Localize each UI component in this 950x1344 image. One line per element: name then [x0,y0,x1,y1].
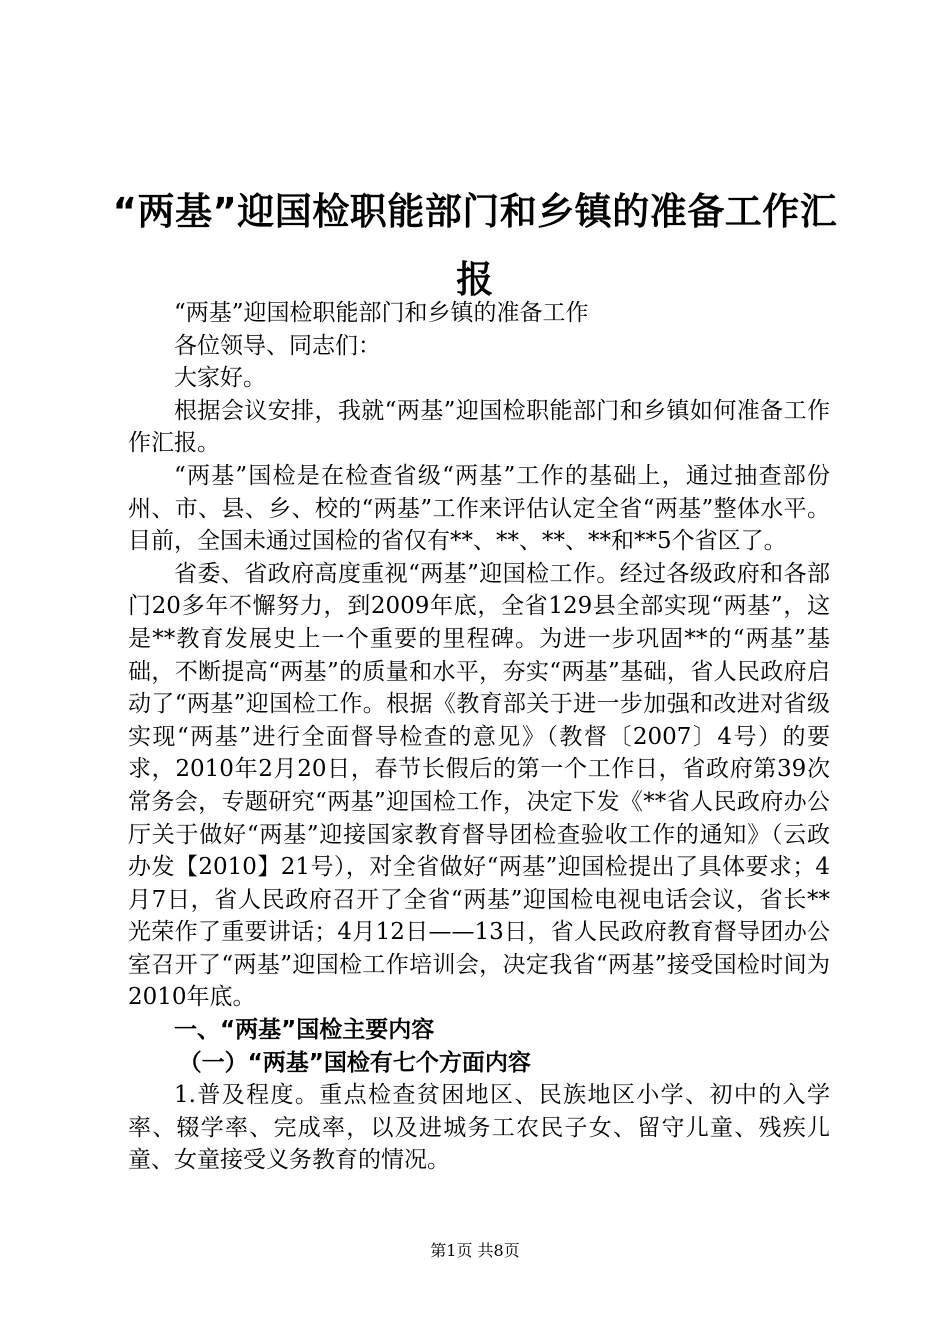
body-paragraph: “两基”国检是在检查省级“两基”工作的基础上，通过抽查部份州、市、县、乡、校的“两基”工作来评估认定全省“两基”整体水平。目前，全国未通过国检的省仅有**、**、**、**和**5个省区了。 [128,462,830,555]
item-paragraph: 1.普及程度。重点检查贫困地区、民族地区小学、初中的入学率、辍学率、完成率，以及进城务工农民子女、留守儿童、残疾儿童、女童接受义务教育的情况。 [128,1082,830,1174]
document-body [128,297,830,1177]
document-title: “两基”迎国检职能部门和乡镇的准备工作汇报 [112,190,838,301]
body-paragraph-salutation: 各位领导、同志们： [174,332,381,359]
body-paragraph: 根据会议安排，我就“两基”迎国检职能部门和乡镇如何准备工作作汇报。 [128,397,830,457]
body-paragraph-subtitle: “两基”迎国检职能部门和乡镇的准备工作 [174,300,589,326]
subsection-heading: （一）“两基”国检有七个方面内容 [178,1049,531,1076]
section-heading: 一、“两基”国检主要内容 [174,1017,435,1044]
body-paragraph: 省委、省政府高度重视“两基”迎国检工作。经过各级政府和各部门20多年不懈努力，到2009年底，全省129县全部实现“两基”，这是**教育发展史上一个重要的里程碑。为进一步巩固**的“两基”基础，不断提高“两基”的质量和水平，夯实“两基”基础，省人民政府启动了“两基”迎国检工作。根据《教育部关于进一步加强和改进对省级实现“两基”进行全面督导检查的意见》（教督〔2007〕4号）的要求，2010年2月20日，春节长假后的第一个工作日，省政府第39次常务会，专题研究“两基”迎国检工作，决定下发《**省人民政府办公厅关于做好“两基”迎接国家教育督导团检查验收工作的通知》（云政办发【2010】21号），对全省做好“两基”迎国检提出了具体要求；4月7日，省人民政府召开了全省“两基”迎国检电视电话会议，省长**光荣作了重要讲话；4月12日——13日，省人民政府教育督导团办公室召开了“两基”迎国检工作培训会，决定我省“两基”接受国检时间为2010年底。 [128,560,830,1011]
body-paragraph-greeting: 大家好。 [174,365,266,392]
page-number-footer: 第1页 共8页 [430,1241,520,1260]
